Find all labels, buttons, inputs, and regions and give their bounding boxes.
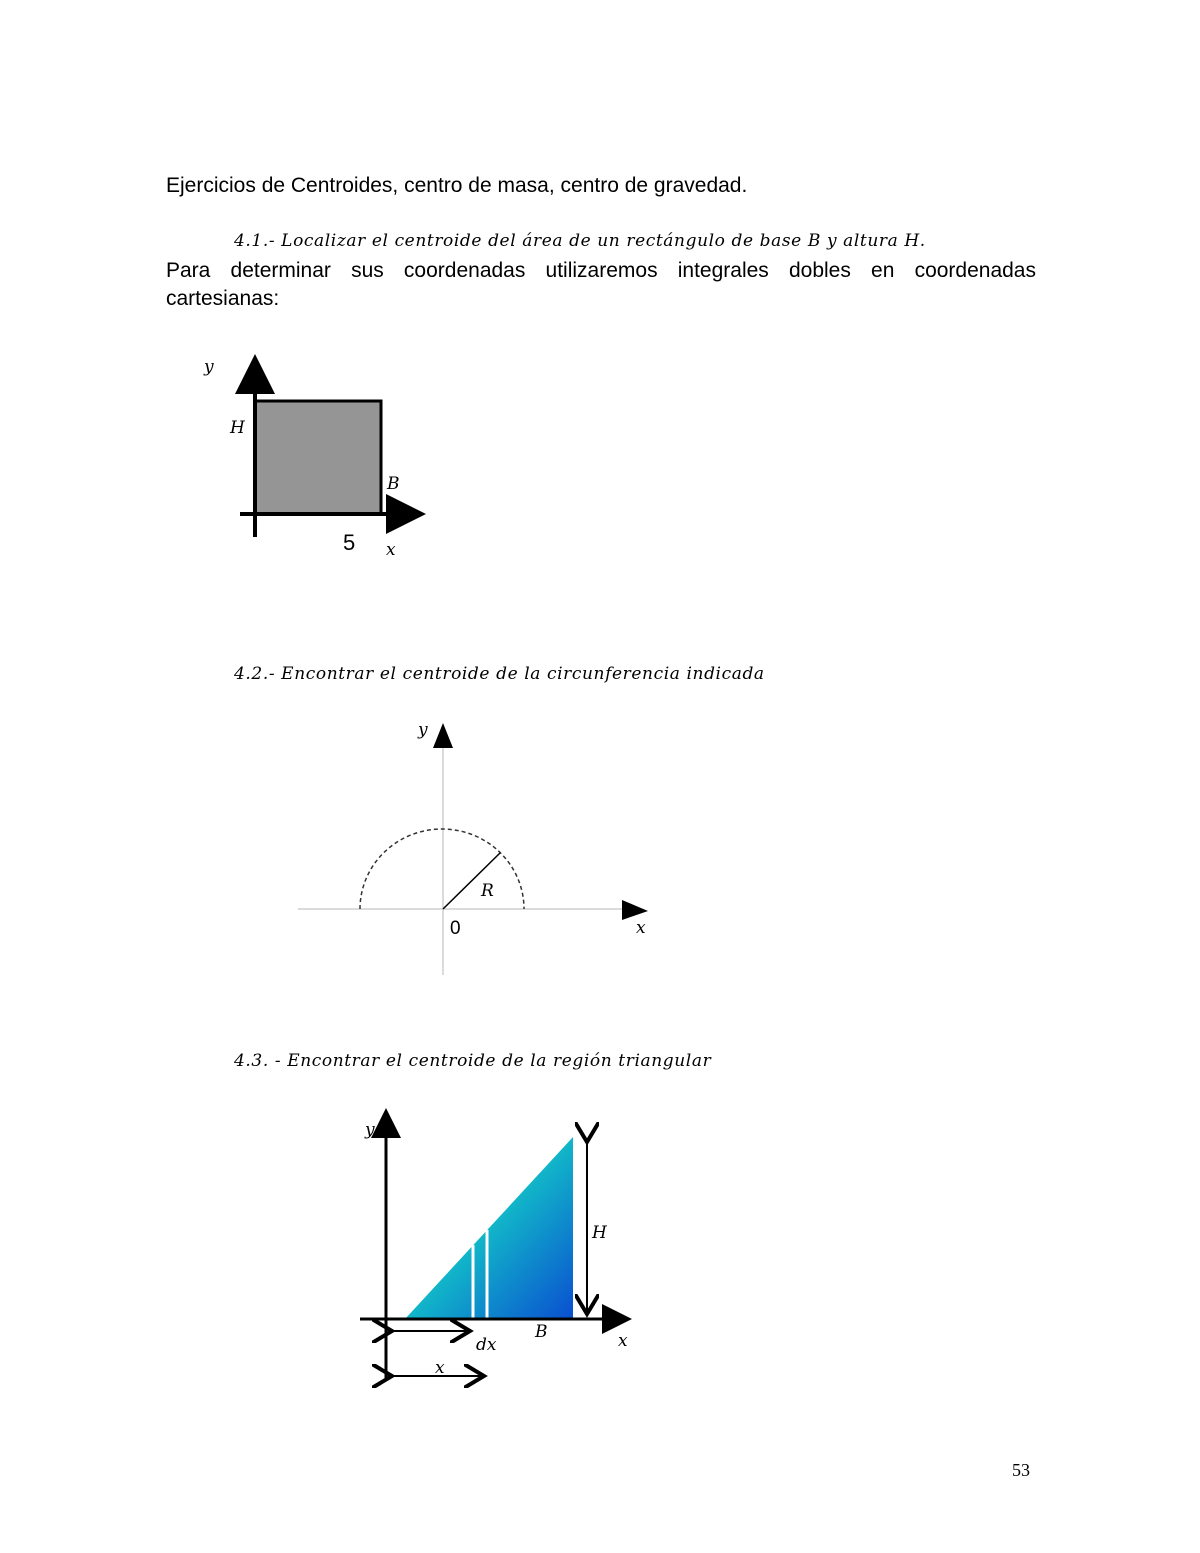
exercise-1-statement: 4.1.- Localizar el centroide del área de un rectángulo de base B y altura H. [234, 231, 926, 251]
fig1-y-label: y [204, 357, 214, 377]
fig3-strip-label: dx [476, 1335, 497, 1355]
triangle-region [405, 1137, 573, 1319]
fig2-y-label: y [418, 720, 428, 740]
exercise-2-statement: 4.2.- Encontrar el centroide de la circunferencia indicada [234, 664, 765, 684]
fig1-number-label: 5 [343, 530, 356, 555]
fig1-base-label: B [387, 474, 400, 494]
exercise-1-intro-line-1: Para determinar sus coordenadas utilizaremos integrales dobles en coordenadas [166, 259, 1036, 282]
fig1-x-label: x [386, 540, 396, 560]
fig2-radius-label: R [481, 881, 494, 901]
fig2-origin-label: 0 [450, 918, 461, 939]
exercise-3-statement: 4.3. - Encontrar el centroide de la región triangular [234, 1051, 712, 1071]
fig3-height-label: H [592, 1223, 607, 1243]
exercise-1-intro-line-2: cartesianas: [166, 287, 280, 310]
fig3-base-label: B [535, 1322, 548, 1342]
fig1-height-label: H [230, 418, 245, 438]
page-number: 53 [1012, 1460, 1030, 1480]
page-heading: Ejercicios de Centroides, centro de masa, centro de gravedad. [166, 174, 748, 197]
fig3-distance-label: x [435, 1358, 445, 1378]
fig3-y-label: y [365, 1120, 375, 1140]
fig3-x-label: x [618, 1331, 628, 1351]
fig2-x-label: x [636, 918, 646, 938]
